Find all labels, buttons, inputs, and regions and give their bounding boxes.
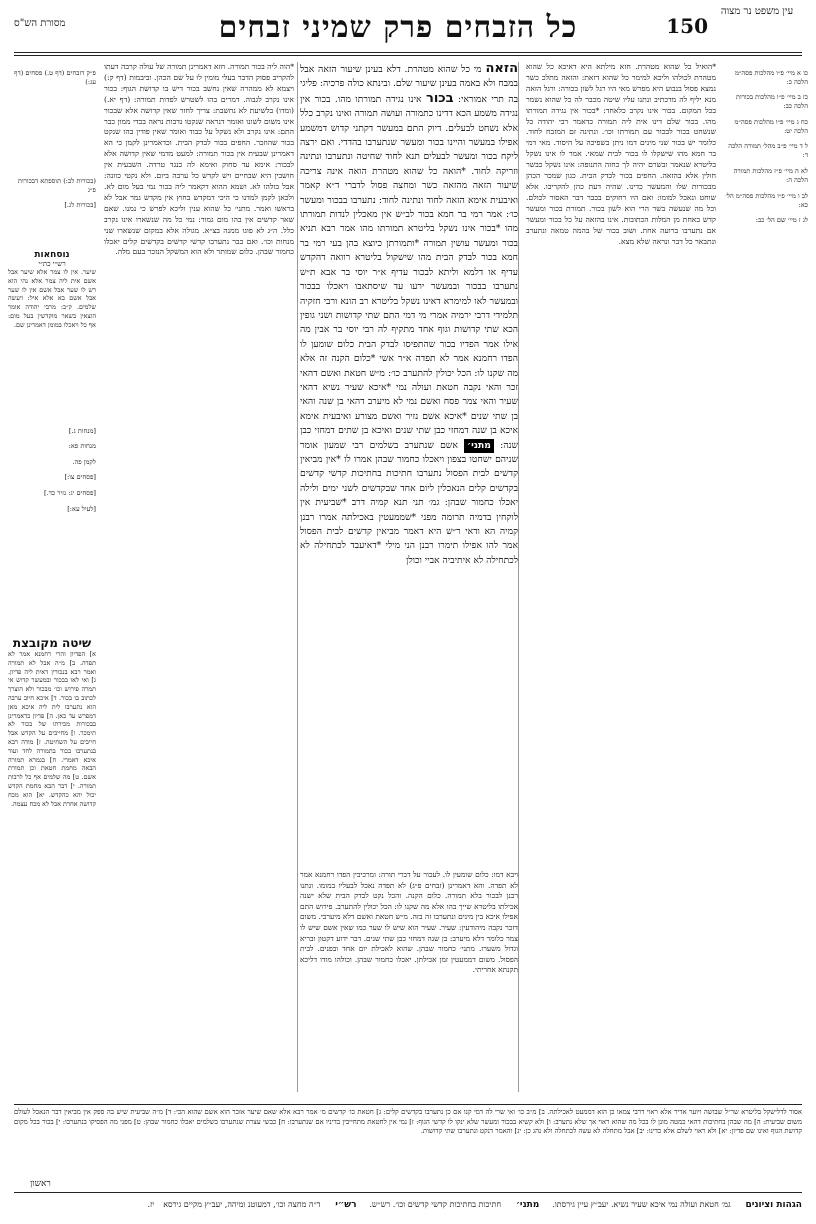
gemara-text-c: אשם שנתערב בשלמים רבי שמעון אומר שניהם ישחטו בצפון ויאכלו כחמור שבהן אמרו לו *אין מביאין קדשים לבית הפסול נתערבו חתיכות בחתיכות קדשי קדשים בקדשים קלים הנאכלין ליום אחד שבקדשים לשני ימים ולילה יאכלו כחמור שבהן: גמ׳ תני תנא קמיה דרב *שביעית אין לוקחין בדמיה תרומה מפני *שממעטין באכילתה אמרו רבנן קמיה הא ודאי ר״ש היא דאמר מביאין קדשים לבית הפסול אמר להו אפילו תימרו רבנן הני מילי *דאיעבד לכתחילה לא לכתחילה לא איתיביה אביי וכולן bbox=[300, 439, 518, 566]
nuschaot-title: נוסחאות bbox=[34, 250, 70, 260]
column-divider bbox=[297, 62, 298, 1092]
ein-mishpat-entry: כח ג מיי׳ פ״ו מהלכות פסה״מ הלכה יט: bbox=[734, 117, 808, 135]
masoret-column bbox=[8, 62, 96, 217]
gemara-text bbox=[300, 62, 518, 862]
nuschaot-body: שיער. אין לו צמר אלא שיער אבל אשם אית ליה צמר אלא נהי הוא רש לו שער אבל אשם אין לו שער אבל אשם בא אלא איל: ויעשה שלמים. ק״ב: מרבי יהודה אומר הוצאין בשאר מוקדשין בעל מום: אף כל ויאכלו במומן דאמרינן שם. bbox=[8, 268, 96, 329]
ein-mishpat-entry: לג ז מיי׳ שם הל׳ כב: bbox=[755, 216, 808, 225]
ein-mishpat-entry: כו א מיי׳ פ״ו מהלכות פסה״מ הלכה כ: bbox=[734, 68, 808, 86]
mishnah-badge: מתני׳ bbox=[464, 439, 494, 453]
nuschaot-subtitle: רש״י כת״י bbox=[38, 260, 66, 268]
rashi-column: *הואיל כל שהוא מטהרת. חזא מילתא היא דאיכא כל שהוא מטהרת לכולהו וליכא למימר כל שהוא דזאת: והזאה מתלכ כשר נמצא פסול בנבוע היא מפרש מאי היו רגל לשון בכורה: ורגל הזאה מנא יליף לה מדכתיב ונתנו עליו שיטה מכבר לה כל שהוא נשמר בכל המקום. בכור אינו נקרב כלאחד: *בכור אין נגידה תמורתו מהו. בכור שלם דינו אית ליה תמורה כדאמר רבי יהודה כל שנשחט בכור לבכור עם תמורתו וכו׳. ונתינה זם המזבח לחוד. כלומר יש בכור שני מינים דמו ניתן בשפיכה על היסוד. מאי דמי בר חמא מהו שישקלו לו בכור לבית שמאי. אמר לו אינו נשקל בליטרא שנאמר ובשרם יהיה לך כחזה התנופה: אינו נשקל כבשר חולין אלא בהזאה. החפים בכור לבדק הבית. כגון שמכר הכהן מבכורות שלו והמעשר כדינו. שהיה דעת כהן להקריבו. אלא שוחט ונאכל למומו: ואם היו רחוקים בכבר דבר האסור לכולם. וכל מה שנעשה בשר הרי הוא לשון בכור. תמורת בכור ומעשר קדש באחת מן המלות הכתובות. אינו בהזאה על כל בכור ומעשר אם נתערבו ברועה אחת. ושוב בכור של בהמה טמאה ונתערב ונתבאר כל דבר ונראה שלא מצא. bbox=[526, 62, 716, 246]
footnotes: אסור לדלישקל בליטרא שר״ל שבושה ויוער אדיר אלא ראוי דרבי צמאו כן הוא דממעט לאכילתה. ב] מ״ב כו׳ ואי שרי לה דמי קנו אם כן נתערבו בקדשים קלים: ג] חטאת כו׳ קדשים מ׳ אמר רבא אלא שאם שיער אזכר הוא אשם שהוא הכי: ד] מ״ה שביעית שיש בה ספק אין מביאין דבר הנאכל לעולם משום שביעית: ה] מה שבהן בחתיכות דהאי כמטה מונן לו בכל מה שהוא ראוי אך שלא נתערב: ו] ולא קשיא בבכור ומעשר שלא ינקו לו קדשי הגוף: ז] נמי אין לחטאת מתחייבין בדיניו אם שנתערבו: ח] כבשי עצרת שנתערבו בשלמים יאכלו כחמור שבהן: ט] מפני מה הפסיקו בנתערבו: י] בכור בכל מקום קדושת הגוף ואינו שם פדיון: יא] ולא ראוי לשלם אלא כדינו: יב] אבל מתחלה לא עשה לכתחלה ולא נהג כן: יג] והאמר דנקט ונתערבו שתי קדושות. bbox=[14, 1104, 802, 1184]
masoret-entry: [מנחות ג.] bbox=[68, 426, 96, 435]
ein-mishpat-entry: כז ב מיי׳ פ״ו מהלכות בכורות הלכה כב: bbox=[735, 93, 808, 111]
masoret-lower bbox=[8, 420, 96, 520]
hagahot-mishnah-label: מתני׳ bbox=[515, 1200, 540, 1210]
ein-mishpat-entry: לא ה מיי׳ פ״ז מהלכות תמורה הלכה ה: bbox=[733, 166, 808, 184]
gemara-bechor-word: בכור bbox=[426, 90, 454, 106]
masoret-entry: מנחות פא: bbox=[68, 442, 96, 451]
tosafot-column: *הוה ליה בכור תמורה. חזא דאמרינן תמורה של עולה קרבה דעתו להקריב פסוק הדבר בעלי מומין לו על שם הכהן. וביבמות (דף ק:) ויצמא לא ממהרה שאין נחשב בכור דיש בו קדושת הגוף: בכור אינו נקרב לגבוה. דמרים בהו לשטרש לפדות תמורה: (דף יא.) (ומדו) בלשיעת לא נחשבת: צריך לחזר שאין קדושה אלא שבכור אינו משום לשונו ואומר דנראה שנקטו נדבות נראה בכדי ממון כבר התם: אינו נקרב ולא נשקל על כבוד ואומר שאין פודין בהו שנקט בכור שהוזכר. החפים בכור לבדק הבית. וכדאמרינן לקמן כי הא דאמרינן שבעית אין בכור תמורה: למעט מדמי שאין קדושה אלא לבכור: אימא עד סחוק ואימא לה כנגד טרדה. השבעית אין חושבין היא שבחיים ויש לקדש כל ערבה ביום. ולא נקטי כוונה: אבל בולהו לא. ושמא ההוא דקאמר ליה בכור נמי בעל מום לא. ולכאן לקמן למדנו כי היכי דמקדש בחוץ אין מקדש גמר אבל לא בראשו ואמר. מתני׳ כל שהוא ענין וליכא לפרש כי נמנו. שאם שאר קדשים אין בהו מום גמור: נמי כל מה שנשארו אינו נקרב כלל. ה״ג לא פוגו ממנה בצ״א. מגולה אלא במקום שנשארו שני מנחות וכו׳. ואם כבר נתערבו קדשי קדשים בקדשים קלים יאכלו כחמור שבהן. כלום שמותר ולא הוא המשקל הנזכר בעם מלה. bbox=[104, 62, 294, 257]
hagahot-rashi-label: רש״י bbox=[335, 1200, 357, 1210]
page-reference: יז. bbox=[147, 1200, 155, 1209]
gemara-lead-word: הזאה bbox=[485, 62, 518, 76]
hagahot-line bbox=[14, 1192, 802, 1211]
page-title: כל הזבחים פרק שמיני זבחים bbox=[218, 10, 578, 45]
masoret-entry: [פסחים צו:] bbox=[64, 473, 96, 482]
nuschaot-box bbox=[8, 250, 96, 408]
masoret-label: מסורת הש"ס bbox=[14, 18, 66, 29]
column-divider bbox=[518, 62, 519, 1092]
ein-mishpat-entry: לב ו מיי׳ פ״ו מהלכות פסה״מ הל׳ כא: bbox=[725, 191, 808, 209]
gemara-text-b: *הואה כל שהוא מטהרת הואה אינה צריכה שיעור הזאה מהזאה כשר ומחצה פסול לדברי ד״א קאמר ואיבעית אימא הזאה לחוד ונתינה לחוד: נתערבו בבכור ומעשר כו׳: אמר רמי בר חמא בכור לב״ש אין מאכלין לנדות תמורתו מהו *בכור אינו נשקל בליטרא תמורתו מהו אמר רבא תניא בכור ומעשר עושין תמורה *ותמורתן כיוצא בהן בעי רמי בר חמא בכור לבדק הבית מהו שישקול בליטרא רוואה דהקדש עדיף או דלמא וליתא לבכור עדיף א״ר יוסי בר אבא ת״ש נתערבו בבכור ובמעשר ירעו עד שיסתאבו ויאכלו בבכור ובמעשר לאו למימרא דאינו נשקל בליטרא רב הונא ורבי חזקיה תלמידי דרבי ירמיה אמרי מי דמי התם שתי קדושות ושני גופין הכא שתי קדושות וגוף אחד מתקיף לה רבי יוסי בר אבין מה אילו אמר הפדיו בכור שהתפיסו לבדק הבית כלום שומען לו הפדו רחמנא אמר לא תפדה א״ר אשי *כלום הקנה זה אלא מה שקנו לו: הכל יכולין להתערב כו׳: מ״ש חטאת ואשם דהאי זכר והאי נקבה חטאת ועולה נמי *איכא שעיר נשיא דהאי שעיר והאי צמר פסח ואשם נמי לא מיערב דהאי בן שנה והאי בן שתי שנים *איכא אשם נזיר ואשם מצורע ואיבעית אימא איכא בן שנה דמחזי כבן שתי שנים ואיכא בן שתים דמחזי כבן שנה: bbox=[300, 165, 518, 451]
catchword: ראשון bbox=[30, 1179, 51, 1189]
page-number: 150 bbox=[666, 14, 708, 38]
masoret-entry: פ״ק דזבחים (דף ט.) פסחים (דף עג:) bbox=[14, 68, 96, 86]
hagahot-mishnah-text: חתיכות בחתיכות קדשי קדשים וכו׳. רש״ש. bbox=[369, 1200, 502, 1209]
masoret-entry: לקמן פה. bbox=[72, 457, 96, 466]
gemara-intro: מי כל שהוא מטהרת. דלא בעינן שיעור הזאה אבל במבח ולא באמה בעינן שיעור שלם. ובינתא כולה פרכיה: פליגי בה תרי אמוראי: bbox=[300, 64, 518, 105]
masoret-entry: [פסחים יג: נזיר כד.] bbox=[44, 488, 96, 497]
shita-mekubetzet-box bbox=[8, 636, 96, 990]
ein-mishpat-label: עין משפט נר מצוה bbox=[720, 6, 794, 17]
hagahot-rashi-text: ד״ה מחצה וכו׳, דמעוטנ ומיהה, יעב״ץ מקיים גירסא bbox=[163, 1200, 321, 1209]
ein-mishpat-entry: ל ד מיי׳ פ״ב מהל׳ תמורה הלכה ד: bbox=[728, 142, 808, 160]
shita-body: א] הפדיון והרי רחמנא אמר לא תפדה. ב] מ״ה אבל לא תמורה ואמר רבא בנכורין דאית ליה פדיון. ג] ואי לאו בבכור ובמעשר קדוש אי תמרה פירוש וכו׳ מבכור ולא הוצרך לכתוב בו בכור. ד] איכא חיוב ערבה הוא נתערבו לית ליה איכא מאן דמפרש עד כאן. ה] פדיון כדאמרינן בבכורות מכירתו של בכור לא תימכר. ו] מחייבים על הקדש אבל חייבים על השחיטה. ז] מודה רבא בנתערבו בכור בתמורה לחד ועוד איכא דאמרי. ח] בגמרא תמורה הבאה מחמת חטאת וכן תמורת אשם. ט] מה שלמים אף כל לרבות תמורה. י] דבר הבא מחמת הקדש יכול יהא כהקדש. יא] הוא מכח קדושה אחרת אבל לא מכח עצמה. bbox=[8, 650, 96, 808]
masoret-entry: (בכורות לב:) תוספתא דבכורות פ״ג bbox=[17, 176, 96, 194]
masoret-entry: [בכורות לג.] bbox=[64, 201, 96, 210]
masoret-entry: [לעיל עא:] bbox=[67, 504, 96, 513]
hagahot-text: גמ׳ חטאת ועולה נמי איכא שעיר נשיא. יעב״ץ עיין גירסתו. bbox=[552, 1200, 731, 1209]
gemara-text-a: אינו נגידה תמורתו מהו. בכור אין נגידה משמע הכא דדינו כתמורה ועושה תמורה ואינו נקרב כלל אלא נשחט לבעלים. דיוק התם במעשר דקתני קדוש דמשמע אפילו במעשר והיינו בכור ומעשר שנתערבו בהדדי. ואם ירצה ליקח בכור ומעשר לבעלים תנא לחוד שחיטה ונתערבו ונתינה וזריקה לחוד. bbox=[300, 93, 518, 177]
shita-title: שיטה מקובצת bbox=[12, 636, 92, 650]
hagahot-label: הגהות וציונים bbox=[745, 1200, 802, 1210]
ein-mishpat-column bbox=[722, 62, 808, 232]
commentary-below-gemara: ויבא דמו: כלום שומעין לו. לעכור על דברי תורה: ומרכיבין הפדו רחמנא אמר לא תפדה. והא דאמרינן (זבחים פ״ג) לא תפדה נאכל לבעליו במומו. ונתנו רבנן לבכור בלא תמורה. כלום הקנה. והכל נקט לבדק הבית שלא ישנה אכילתו בליטרא שייך בהו אלא מה שקנו לו: הכל יכולין להתערב. פירוש התם אפילו איכא בין מינים ונתערבו זה בזה. מ״ש חטאת ואשם דלא מיערבי. משום דזכר נקבה מיהודעין: שעיר. שעיר הוא שיש לו שער כמו שאין אשם שיש לו צמר כלומר דלא מיערב: בן שנה דמחזי כבן שתי שנים. דבר ידוע דקטון ובריא וגדול משערו. מתני׳ כחמור שבהן. שהוא לאכילת יום אחד ובפנים. לבית הפסול. משום דממעטין זמן אכילתן. יאכלו כחמור שבהן. וכולהו מודו דליכא תקנתא אחריתי. bbox=[300, 870, 518, 975]
